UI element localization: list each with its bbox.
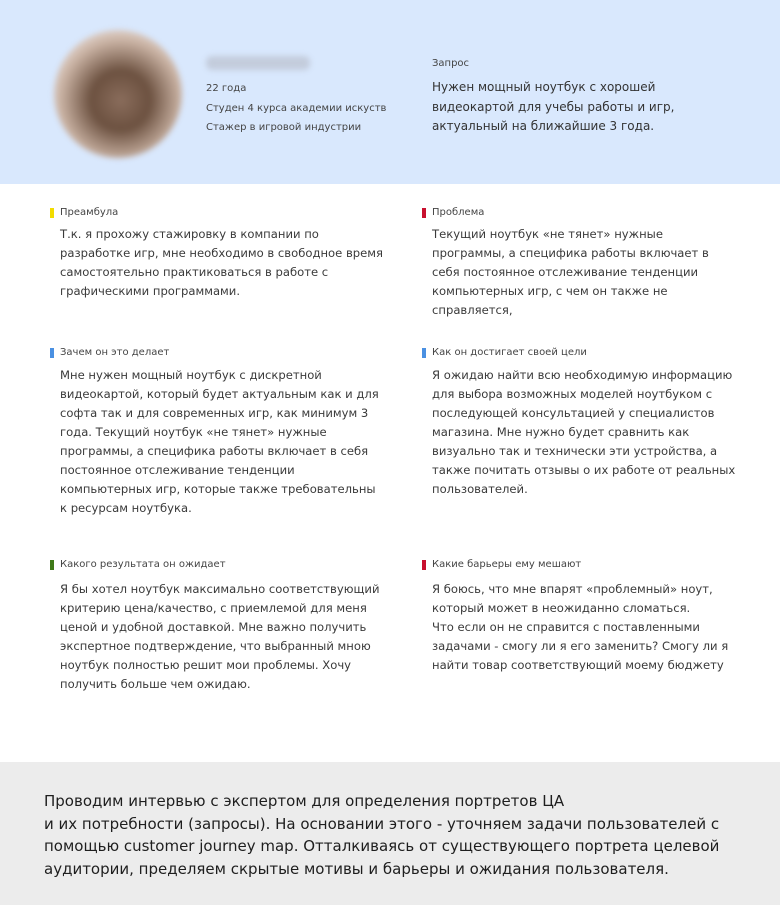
block-label-problem: Проблема — [422, 207, 484, 218]
block-text-problem: Текущий ноутбук «не тянет» нужные программы, а специфика работы включает в себя постоянное отслеживание тенденции компьютерных игр, с чем он также не справляется, — [432, 227, 709, 317]
avatar — [54, 30, 182, 158]
block-text-why: Мне нужен мощный ноутбук с дискретной видеокартой, который будет актуальным как и для софта так и для современных игр, как минимум 3 года. Текущий ноутбук «не тянет» нужные программы, а специфика работы включает в себя постоянное отслеживание тенденции компьютерных игр, которые также требовательны к ресурсам ноутбука. — [60, 368, 379, 515]
persona-job: Стажер в игровой индустрии — [206, 122, 362, 133]
block-text-how: Я ожидаю найти всю необходимую информацию для выбора возможных моделей ноутбуком с последующей консультацией у специалистов магазина. Мне нужно будет сравнить как визуально так и технически эти устройства, а также почитать отзывы о их работе от реальных пользователей. — [432, 368, 736, 496]
request-text: Нужен мощный ноутбук с хорошей видеокартой для учебы работы и игр, актуальный на ближайшие 3 года. — [432, 80, 675, 133]
block-text-result: Я бы хотел ноутбук максимально соответствующий критерию цена/качество, с приемлемой для меня ценой и удобной доставкой. Мне важно получить экспертное подтверждение, что выбранный мною ноутбук полностью решит мои проблемы. Хочу получить больше чем ожидаю. — [60, 582, 380, 691]
request-label: Запрос — [432, 58, 470, 69]
block-text-preamble: Т.к. я прохожу стажировку в компании по разработке игр, мне необходимо в свободное время самостоятельно практиковаться в работе с графическими программами. — [60, 227, 384, 298]
persona-age: 22 года — [206, 83, 247, 94]
persona-header — [0, 0, 780, 184]
footer-panel — [0, 762, 780, 905]
name-redacted — [206, 56, 310, 70]
block-label-result: Какого результата он ожидает — [50, 559, 226, 570]
block-label-barriers: Какие барьеры ему мешают — [422, 559, 581, 570]
block-label-preamble: Преамбула — [50, 207, 118, 218]
block-label-how: Как он достигает своей цели — [422, 347, 587, 358]
persona-occupation: Студен 4 курса академии искуств — [206, 103, 387, 114]
footer-description: Проводим интервью с экспертом для определения портретов ЦА и их потребности (запросы). На основании этого - уточняем задачи пользователей с помощью customer journey map. Отталкиваясь от существующего портрета целевой аудитории, пределяем скрытые мотивы и барьеры и ожидания пользователя. — [44, 792, 720, 878]
block-label-why: Зачем он это делает — [50, 347, 169, 358]
block-text-barriers: Я боюсь, что мне впарят «проблемный» ноут, который может в неожиданно сломаться. Что если он не справится с поставленными задачами - смогу ли я его заменить? Смогу ли я найти товар соответствующий моему бюджету — [432, 582, 729, 672]
